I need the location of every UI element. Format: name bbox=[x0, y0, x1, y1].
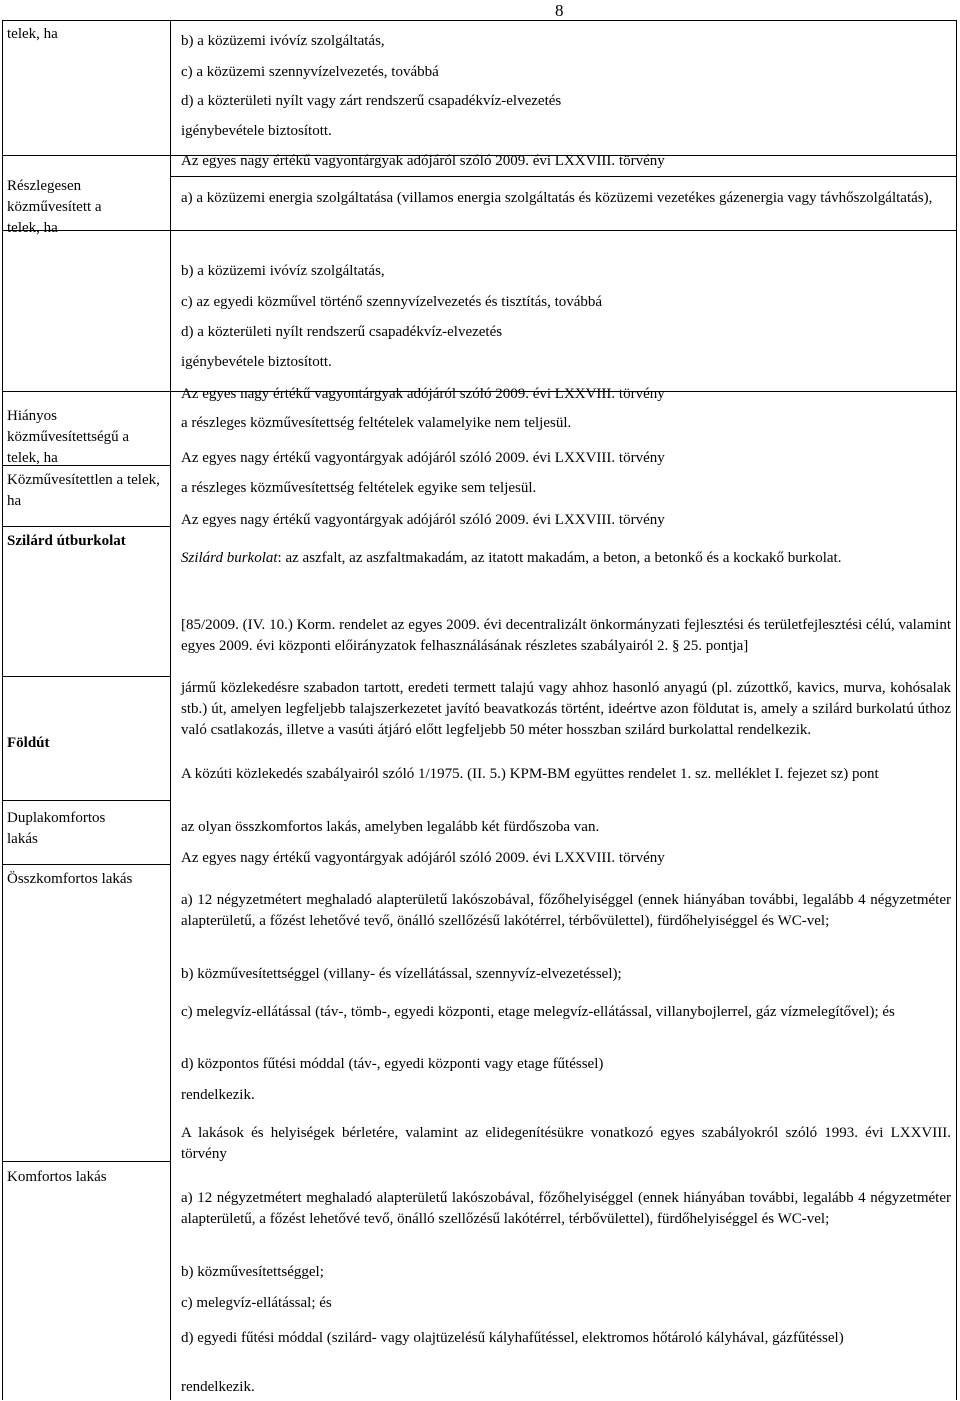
term-telek: telek, ha bbox=[7, 26, 58, 42]
text-line: c) a közüzemi szennyvízelvezetés, továbbá bbox=[181, 64, 439, 80]
term-duplakomfortos-lakas: Duplakomfortos lakás bbox=[7, 810, 106, 847]
law-reference: Az egyes nagy értékű vagyontárgyak adójáról szóló 2009. évi LXXVIII. törvény bbox=[181, 850, 665, 866]
text-paragraph: d) egyedi fűtési móddal (szilárd- vagy olajtüzelésű kályhafűtéssel, elektromos hőtároló kályhával, gázfűtéssel) bbox=[181, 1330, 844, 1346]
definition-text: : az aszfalt, az aszfaltmakadám, az itatott makadám, a beton, a betonkő és a kockakő burkolat. bbox=[277, 550, 842, 566]
term-kozmuvesitettlen: Közművesítettlen a telek, ha bbox=[7, 472, 160, 509]
row-divider bbox=[2, 526, 170, 527]
text-line: a részleges közművesítettség feltételek egyike sem teljesül. bbox=[181, 480, 537, 496]
row-divider bbox=[2, 864, 170, 865]
term-szilard-utburkolat: Szilárd útburkolat bbox=[7, 533, 126, 549]
text-line: rendelkezik. bbox=[181, 1379, 255, 1395]
text-paragraph: jármű közlekedésre szabadon tartott, eredeti termett talajú vagy ahhoz hasonló anyagú (pl. zúzottkő, kavics, murva, kohósalak stb.) út, amelyen legfeljebb talajszerkezetet javító beavatkozás történt, ideértve azon földutat is, amely a szilárd burkolatú úthoz való csatlakozás, illetve a vasúti átjáró előtt legfeljebb 50 méter hosszban szilárd burkolattal rendelkezik. bbox=[181, 680, 951, 738]
term-osszkomfortos-lakas: Összkomfortos lakás bbox=[7, 871, 133, 887]
row-divider bbox=[2, 800, 170, 801]
defined-term: Szilárd burkolat bbox=[181, 550, 278, 566]
regulation-reference: [85/2009. (IV. 10.) Korm. rendelet az egyes 2009. évi decentralizált önkormányzati fejlesztési és területfejlesztési célú, valamint egyes 2009. évi központi előirányzatok felhasználásának részletes szabályairól 2. § 25. pontja] bbox=[181, 617, 951, 654]
text-line: c) az egyedi közművel történő szennyvízelvezetés és tisztítás, továbbá bbox=[181, 294, 603, 310]
page-number: 8 bbox=[555, 1, 564, 20]
text-line: d) a közterületi nyílt vagy zárt rendszerű csapadékvíz-elvezetés bbox=[181, 93, 562, 109]
law-reference: Az egyes nagy értékű vagyontárgyak adójáról szóló 2009. évi LXXVIII. törvény bbox=[181, 386, 665, 402]
text-line: igénybevétele biztosított. bbox=[181, 123, 332, 139]
table-right-border bbox=[956, 20, 957, 1400]
text-line: d) a közterületi nyílt rendszerű csapadékvíz-elvezetés bbox=[181, 324, 503, 340]
term-foldut: Földút bbox=[7, 735, 50, 751]
text-line: b) a közüzemi ivóvíz szolgáltatás, bbox=[181, 263, 385, 279]
text-line: a részleges közművesítettség feltételek valamelyike nem teljesül. bbox=[181, 415, 572, 431]
row-divider bbox=[170, 176, 957, 177]
term-hianyos-kozmuvesitettsegu: Hiányos közművesítettségű a telek, ha bbox=[7, 408, 130, 466]
law-reference: A lakások és helyiségek bérletére, valamint az elidegenítésükre vonatkozó egyes szabályokról szóló 1993. évi LXXVIII. törvény bbox=[181, 1125, 951, 1162]
term-reszlegesen-kozmuvesitett: Részlegesen közművesített a telek, ha bbox=[7, 178, 102, 236]
row-divider bbox=[2, 230, 957, 231]
text-line: b) közművesítettséggel; bbox=[181, 1264, 324, 1280]
law-reference: Az egyes nagy értékű vagyontárgyak adójáról szóló 2009. évi LXXVIII. törvény bbox=[181, 153, 665, 169]
text-paragraph: c) melegvíz-ellátással (táv-, tömb-, egyedi központi, etage melegvíz-ellátással, villanybojlerrel, gáz vízmelegítővel); és bbox=[181, 1004, 895, 1020]
row-divider bbox=[2, 1161, 170, 1162]
text-line: rendelkezik. bbox=[181, 1087, 255, 1103]
text-paragraph: a) a közüzemi energia szolgáltatása (villamos energia szolgáltatás és közüzemi vezetékes gázenergia vagy távhőszolgáltatás), bbox=[181, 190, 933, 206]
term-komfortos-lakas: Komfortos lakás bbox=[7, 1169, 107, 1185]
text-line: b) közművesítettséggel (villany- és vízellátással, szennyvíz-elvezetéssel); bbox=[181, 966, 622, 982]
definition-szilard-burkolat bbox=[181, 548, 951, 569]
table-left-border bbox=[2, 20, 3, 1400]
law-reference: Az egyes nagy értékű vagyontárgyak adójáról szóló 2009. évi LXXVIII. törvény bbox=[181, 512, 665, 528]
text-line: igénybevétele biztosított. bbox=[181, 354, 332, 370]
text-paragraph: a) 12 négyzetmétert meghaladó alapterületű lakószobával, főzőhelyiséggel (ennek hiányában további, legalább 4 négyzetméter alapterületű, a főzést lehetővé tevő, önálló szellőzésű lakótérrel, térbővülettel), fürdőhelyiséggel és WC-vel; bbox=[181, 1190, 951, 1227]
text-line: d) központos fűtési móddal (táv-, egyedi központi vagy etage fűtéssel) bbox=[181, 1056, 604, 1072]
regulation-reference: A közúti közlekedés szabályairól szóló 1/1975. (II. 5.) KPM-BM együttes rendelet 1. sz. melléklet I. fejezet sz) pont bbox=[181, 766, 879, 782]
text-line: c) melegvíz-ellátással; és bbox=[181, 1295, 332, 1311]
text-paragraph: a) 12 négyzetmétert meghaladó alapterületű lakószobával, főzőhelyiséggel (ennek hiányában további, legalább 4 négyzetméter alapterületű, a főzést lehetővé tevő, önálló szellőzésű lakótérrel, térbővülettel), fürdőhelyiséggel és WC-vel; bbox=[181, 892, 951, 929]
row-divider bbox=[2, 20, 957, 21]
row-divider bbox=[2, 676, 170, 677]
law-reference: Az egyes nagy értékű vagyontárgyak adójáról szóló 2009. évi LXXVIII. törvény bbox=[181, 450, 665, 466]
column-divider bbox=[170, 20, 171, 1400]
text-line: b) a közüzemi ivóvíz szolgáltatás, bbox=[181, 33, 385, 49]
text-line: az olyan összkomfortos lakás, amelyben legalább két fürdőszoba van. bbox=[181, 819, 600, 835]
